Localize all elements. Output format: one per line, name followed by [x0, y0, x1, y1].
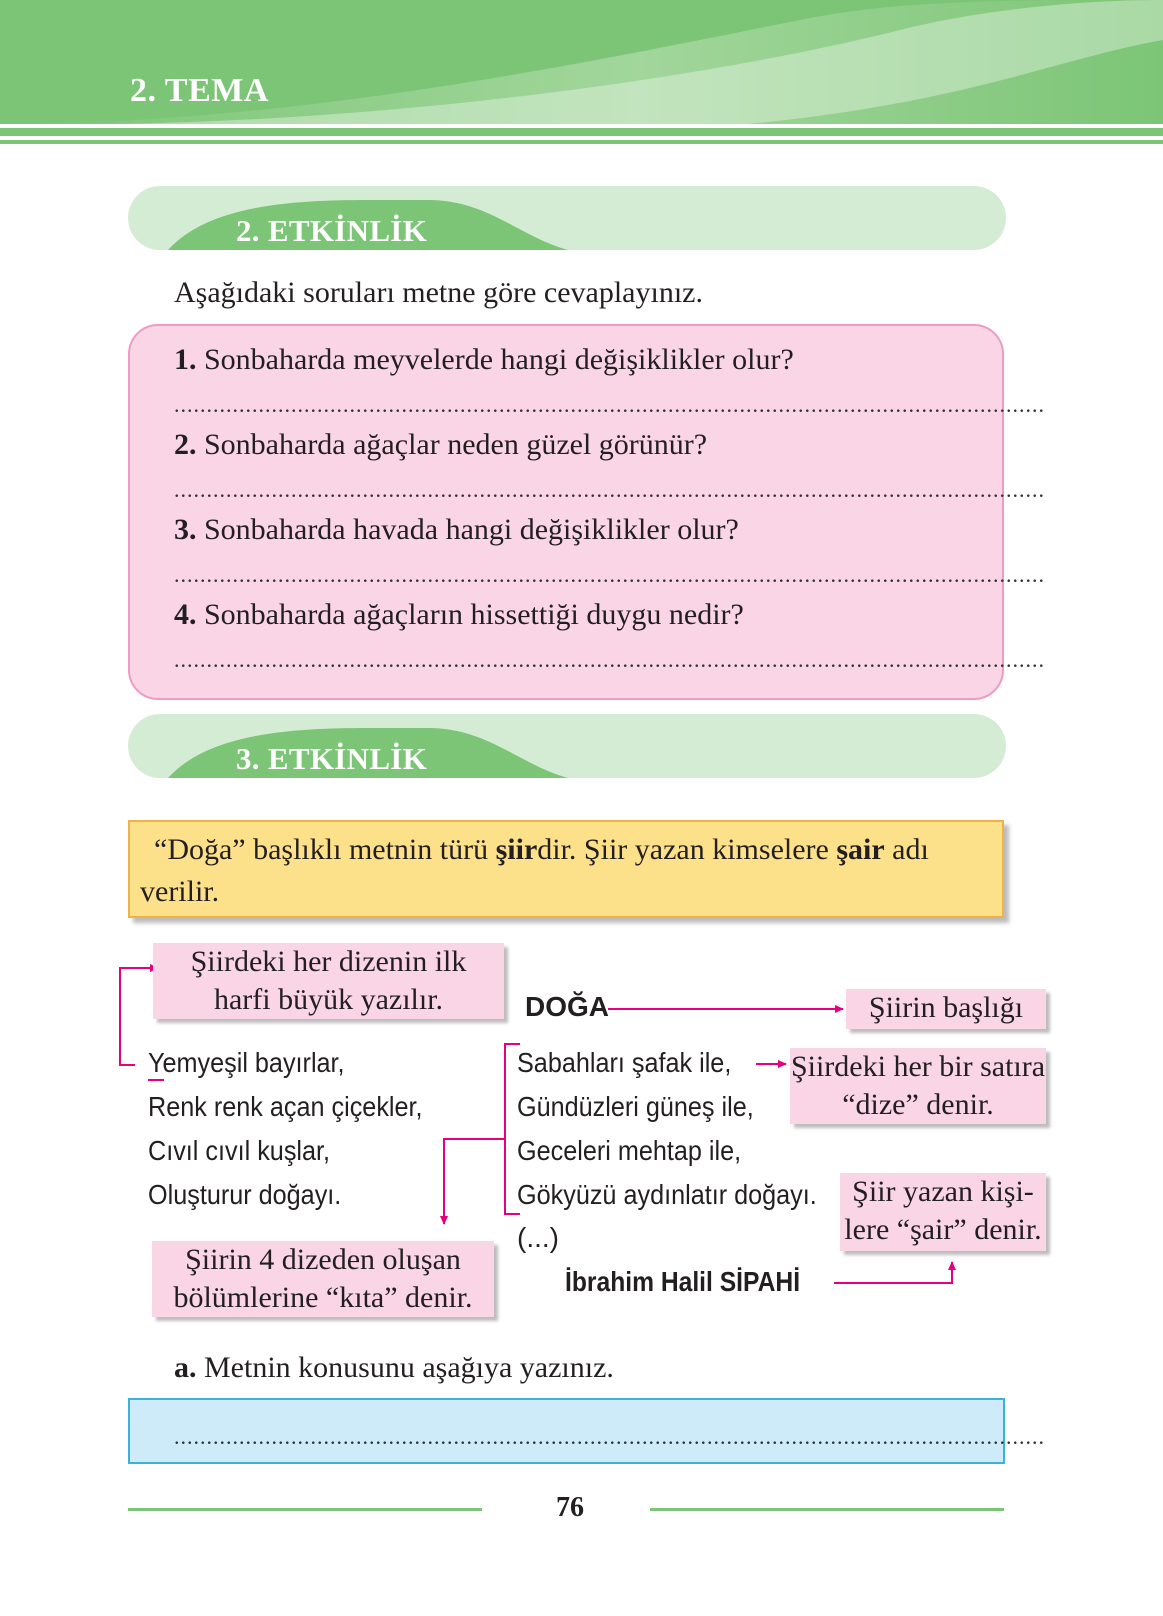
question-3: 3. Sonbaharda havada hangi değişiklikler olur?: [174, 513, 739, 546]
footer-line-left: [128, 1508, 482, 1511]
poet-callout: Şiir yazan kişi- lere “şair” denir.: [840, 1173, 1046, 1251]
activity3-title: 3. ETKİNLİK: [236, 741, 428, 776]
poem-stanza1-line2: Renk renk açan çiçekler,: [148, 1091, 423, 1122]
poem-stanza2-line3: Geceleri mehtap ile,: [517, 1135, 742, 1166]
theme-title: 2. TEMA: [130, 72, 269, 109]
footer-line-right: [650, 1508, 1004, 1511]
answer-line-2[interactable]: ......................................................................................................................................: [174, 477, 1045, 502]
poem-author: İbrahim Halil SİPAHİ: [565, 1266, 801, 1297]
poem-stanza1-line1: Yemyeşil bayırlar,: [148, 1047, 345, 1078]
question-2: 2. Sonbaharda ağaçlar neden güzel görünür?: [174, 428, 708, 461]
questions-box: [128, 324, 1045, 700]
info-text: “Doğa” başlıklı metnin türü şiirdir. Şiir yazan kimselere şair adı verilir.: [140, 833, 929, 908]
poem-stanza1-line4: Oluşturur doğayı.: [148, 1179, 342, 1210]
activity2-title: 2. ETKİNLİK: [236, 213, 428, 248]
task-a: a. Metnin konusunu aşağıya yazınız.: [174, 1351, 614, 1384]
page-number: 76: [556, 1492, 584, 1523]
stanza-callout: Şiirin 4 dizeden oluşan bölümlerine “kıta” denir.: [152, 1241, 494, 1317]
poem-stanza2-line4: Gökyüzü aydınlatır doğayı.: [517, 1179, 817, 1210]
capital-letter-callout: Şiirdeki her dizenin ilk harfi büyük yazılır.: [153, 943, 504, 1019]
activity2-instruction: Aşağıdaki soruları metne göre cevaplayınız.: [174, 276, 703, 309]
line-callout: Şiirdeki her bir satıra “dize” denir.: [790, 1048, 1046, 1124]
poem-stanza2-line2: Gündüzleri güneş ile,: [517, 1091, 754, 1122]
answer-line-3[interactable]: ......................................................................................................................................: [174, 562, 1045, 587]
answer-line-1[interactable]: ......................................................................................................................................: [174, 392, 1045, 417]
answer-line-4[interactable]: ......................................................................................................................................: [174, 647, 1045, 672]
poem-stanza1-line3: Cıvıl cıvıl kuşlar,: [148, 1135, 331, 1166]
poem-title: DOĞA: [525, 991, 609, 1022]
poem-ellipsis: (...): [517, 1222, 559, 1253]
question-4: 4. Sonbaharda ağaçların hissettiği duygu nedir?: [174, 598, 744, 631]
question-1: 1. Sonbaharda meyvelerde hangi değişiklikler olur?: [174, 343, 794, 376]
answer-line-a[interactable]: ......................................................................................................................................: [174, 1424, 1045, 1449]
poem-stanza2-line1: Sabahları şafak ile,: [517, 1047, 732, 1078]
title-callout: Şiirin başlığı: [846, 989, 1046, 1029]
